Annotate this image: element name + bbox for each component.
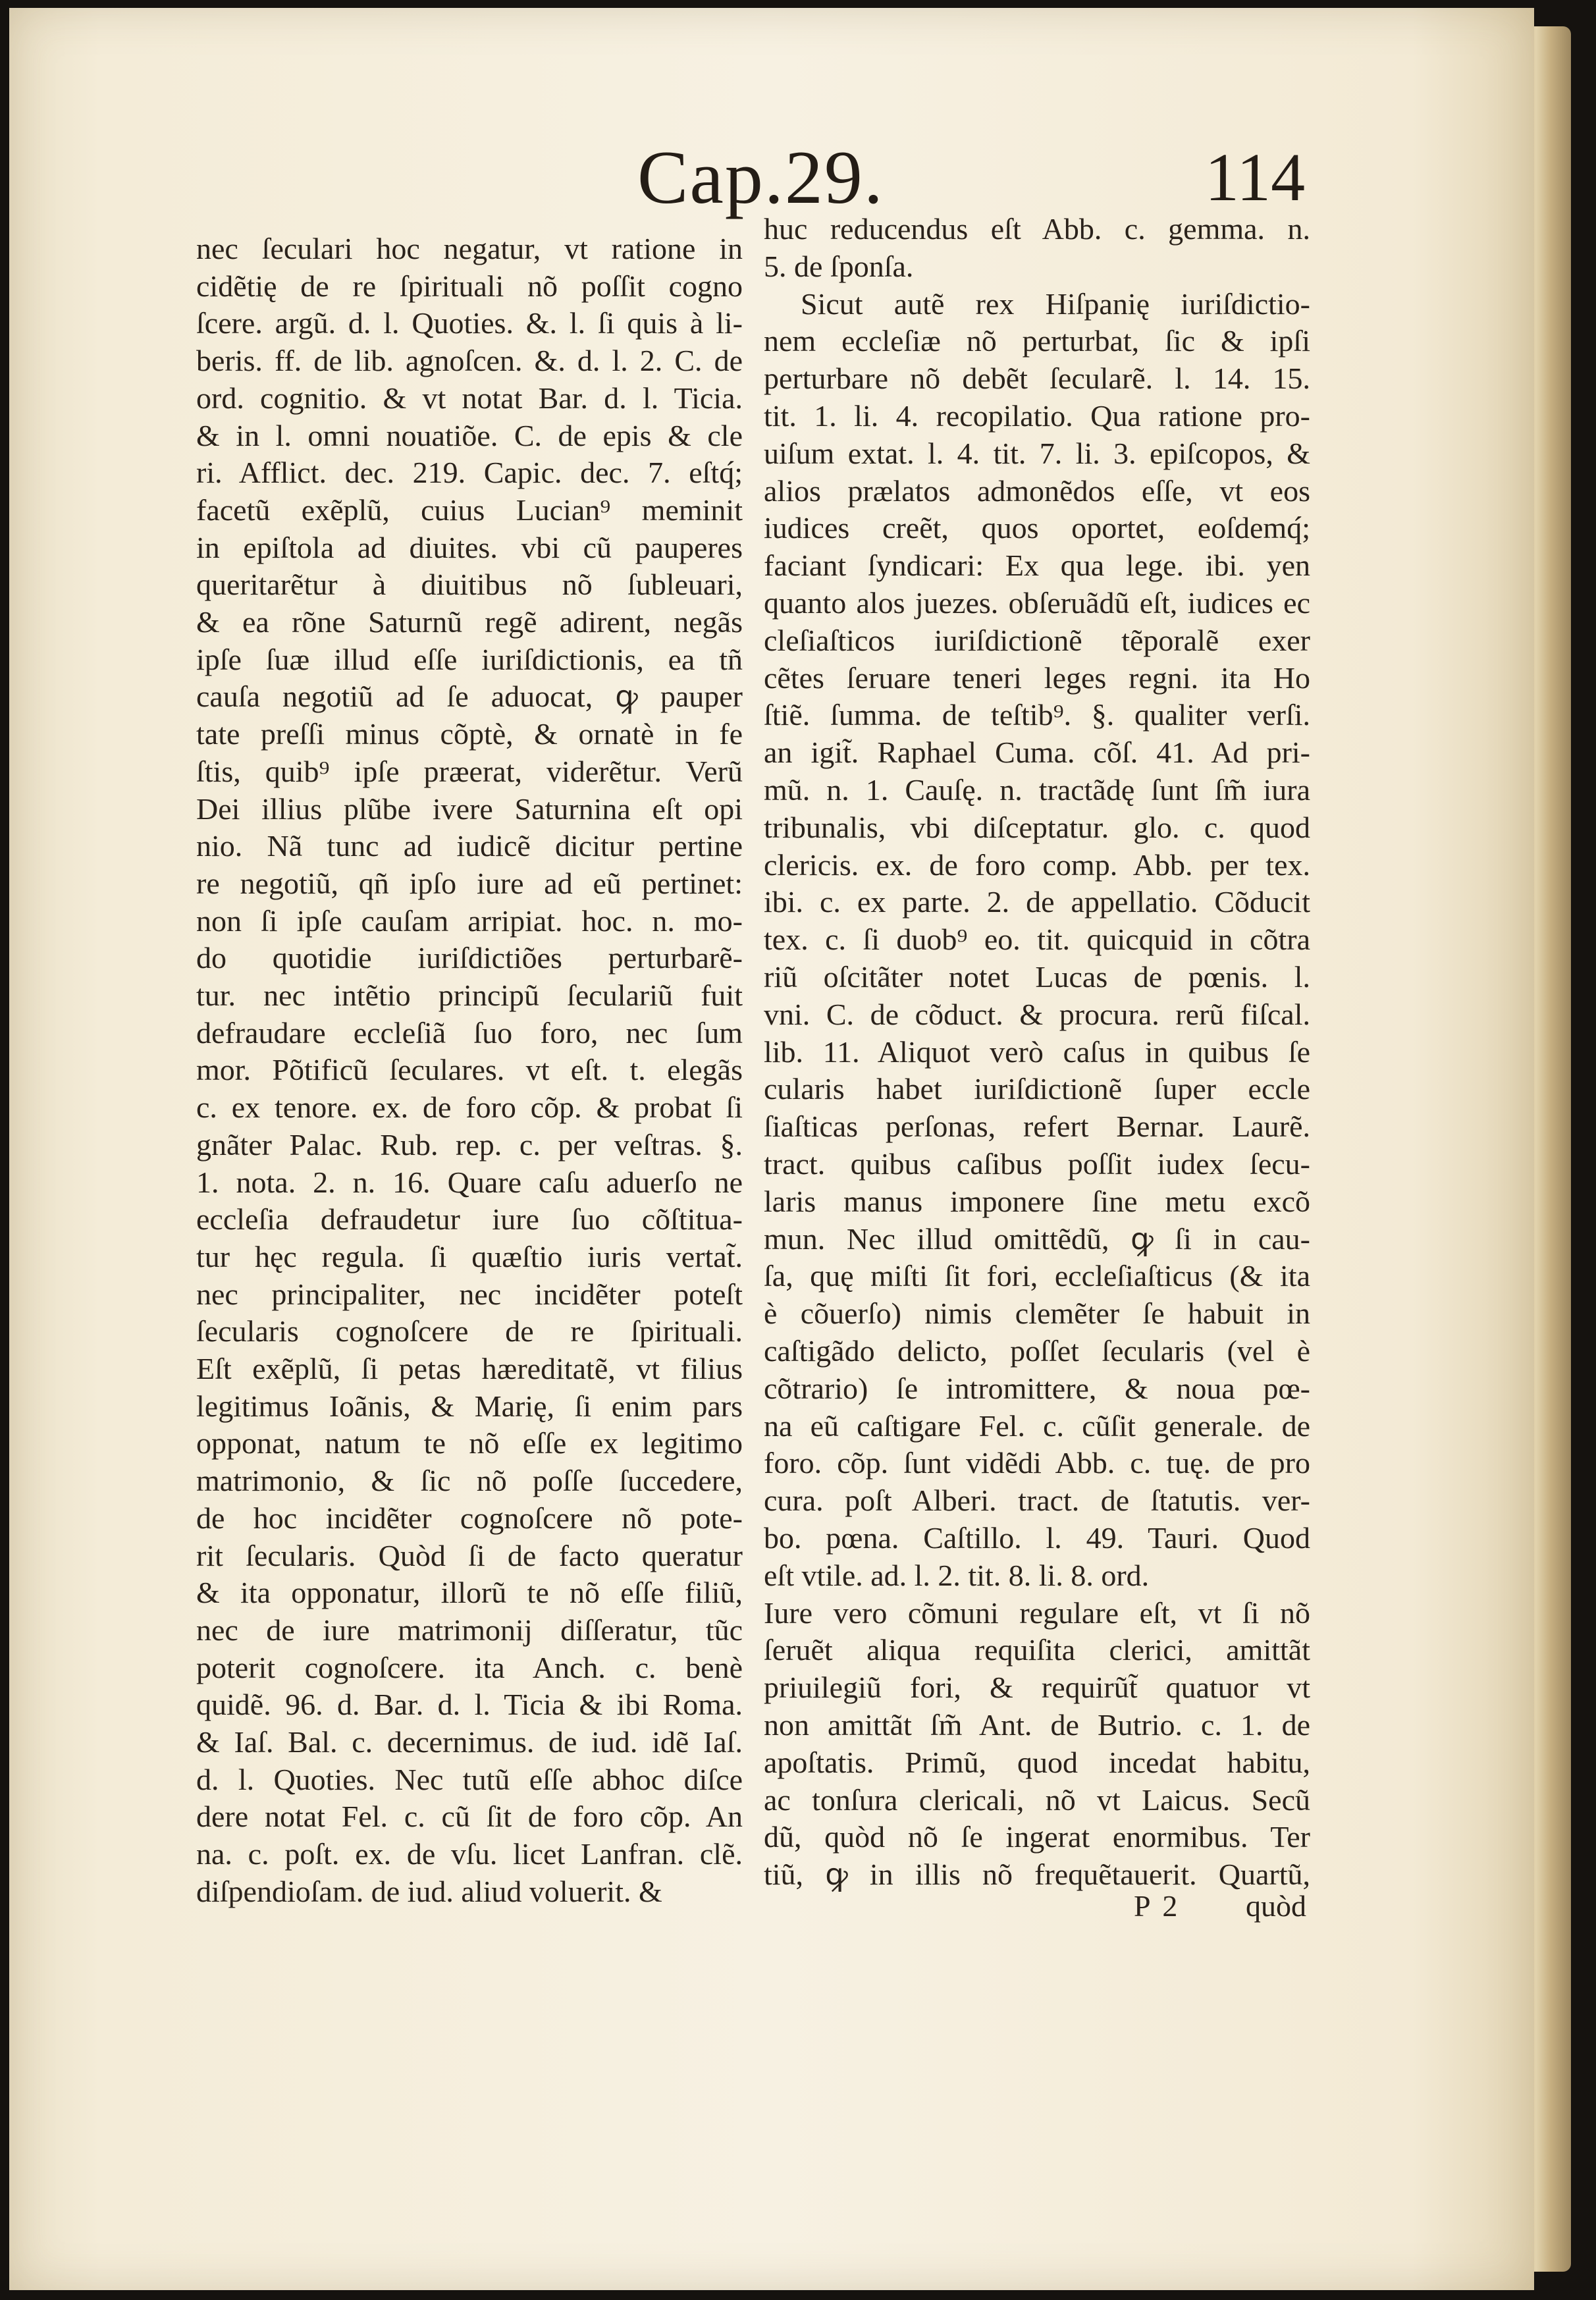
text-line: Eſt exẽplũ, ſi petas hæreditatẽ, vt filius [196,1352,743,1385]
text-line: cõtrario) ſe intromittere, & noua pœ- [764,1371,1310,1405]
text-line: non amittãt ſm̃ Ant. de Butrio. c. 1. de [764,1708,1310,1742]
text-line: tate preſſi minus cõptè, & ornatè in fe [196,717,743,751]
text-line: cura. poſt Alberi. tract. de ſtatutis. ver- [764,1484,1310,1518]
text-line: tur. nec intẽtio principũ ſeculariũ fuit [196,978,743,1012]
text-line: re negotiũ, qñ ipſo iure ad eũ pertinet: [196,866,743,900]
text-line: huc reducendus eſt Abb. c. gemma. n. [764,212,1310,246]
text-line: Dei illius plũbe ivere Saturnina eſt opi [196,791,743,826]
text-line: cularis habet iuriſdictionẽ ſuper eccle [764,1072,1310,1106]
text-line: foro. cõp. ſunt vidẽdi Abb. c. tuę. de pro [764,1446,1310,1480]
text-line: uiſum extat. l. 4. tit. 7. li. 3. epiſcopos, & [764,436,1310,470]
text-line: Iure vero cõmuni regulare eſt, vt ſi nõ [764,1595,1310,1630]
text-line: eſt vtile. ad. l. 2. tit. 8. li. 8. ord. [764,1558,1150,1592]
text-line: ord. cognitio. & vt notat Bar. d. l. Ticia. [196,381,743,415]
text-line: tit. 1. li. 4. recopilatio. Qua ratione pro- [764,399,1310,433]
text-line: caſtigãdo delicto, poſſet ſecularis (vel è [764,1334,1310,1368]
text-line: do quotidie iuriſdictiões perturbarẽ- [196,941,743,975]
text-line: tiũ, ꝙ in illis nõ frequẽtauerit. Quartũ, [764,1858,1310,1892]
text-line: defraudare eccleſiã ſuo foro, nec ſum [196,1015,743,1050]
text-line: nem eccleſiæ nõ perturbat, ſic & ipſi [764,324,1310,358]
text-line: poterit cognoſcere. ita Anch. c. benè [196,1650,743,1684]
text-line: gnãter Palac. Rub. rep. c. per veſtras. §. [196,1127,743,1162]
text-line: cauſa negotiũ ad ſe aduocat, ꝙ pauper [196,680,743,714]
text-line: cidẽtię de re ſpirituali nõ poſſit cogno [196,269,743,303]
text-line: faciant ſyndicari: Ex qua lege. ibi. yen [764,548,1310,583]
text-line: Sicut autẽ rex Hiſpanię iuriſdictio- [801,286,1310,321]
text-line: ibi. c. ex parte. 2. de appellatio. Cõducit [764,885,1310,919]
text-line: bo. pœna. Caſtillo. l. 49. Tauri. Quod [764,1521,1310,1555]
text-line: & in l. omni nouatiõe. C. de epis & cle [196,418,743,452]
text-line: queritarẽtur à diuitibus nõ ſubleuari, [196,568,743,602]
text-line: na eũ caſtigare Fel. c. cũſit generale. de [764,1408,1310,1443]
text-line: nec ſeculari hoc negatur, vt ratione in [196,232,743,265]
text-line: ſtiẽ. ſumma. de teſtib⁹. §. qualiter verſi. [764,698,1310,732]
text-line: iudices creẽt, quos oportet, eoſdemq́; [764,511,1310,545]
text-line: apoſtatis. Primũ, quod incedat habitu, [764,1745,1310,1779]
text-line: matrimonio, & ſic nõ poſſe ſuccedere, [196,1464,743,1498]
text-line: an igit̃. Raphael Cuma. cõſ. 41. Ad pri- [764,735,1310,770]
text-line: 5. de ſponſa. [764,249,914,283]
text-line: dere notat Fel. c. cũ ſit de foro cõp. An [196,1800,743,1834]
text-line: ſeruẽt aliqua requiſita clerici, amittãt [764,1633,1310,1667]
text-line: c. ex tenore. ex. de foro cõp. & probat ſi [196,1090,743,1125]
text-line: nio. Nã tunc ad iudicẽ dicitur pertine [196,829,743,863]
text-line: ri. Afflict. dec. 219. Capic. dec. 7. eſtq́; [196,456,743,490]
text-line: 1. nota. 2. n. 16. Quare caſu aduerſo ne [196,1165,743,1199]
text-line: beris. ff. de lib. agnoſcen. &. d. l. 2. C. de [196,344,743,378]
text-line: vni. C. de cõduct. & procura. rerũ fiſcal. [764,997,1310,1031]
text-line: ſcere. argũ. d. l. Quoties. &. l. ſi quis à li- [196,306,743,340]
text-line: & ea rõne Saturnũ regẽ adirent, negãs [196,605,743,639]
text-line: ſecularis cognoſcere de re ſpirituali. [196,1314,743,1349]
text-line: na. c. poſt. ex. de vſu. licet Lanfran. clẽ. [196,1837,743,1871]
text-line: cleſiaſticos iuriſdictionẽ tẽporalẽ exer [764,623,1310,657]
text-line: non ſi ipſe cauſam arripiat. hoc. n. mo- [196,903,743,938]
text-line: de hoc incidẽter cognoſcere nõ pote- [196,1501,743,1535]
text-line: tract. quibus caſibus poſſit iudex ſecu- [764,1147,1310,1181]
text-line: ſa, quę miſti ſit fori, eccleſiaſticus (& ita [764,1259,1310,1293]
text-line: nec principaliter, nec incidẽter poteſt [196,1277,743,1311]
text-line: tur hęc regula. ſi quæſtio iuris vertat̃. [196,1239,743,1273]
text-line: cẽtes ſeruare teneri leges regni. ita Ho [764,660,1310,695]
text-line: dũ, quòd nõ ſe ingerat enormibus. Ter [764,1820,1310,1854]
text-line: opponat, natum te nõ eſſe ex legitimo [196,1426,743,1460]
text-line: ipſe ſuæ illud eſſe iuriſdictionis, ea tñ [196,642,743,676]
text-line: & Iaſ. Bal. c. decernimus. de iud. idẽ Iaſ. [196,1725,743,1759]
signature-mark: P 2 [1134,1889,1181,1923]
text-line: quanto alos juezes. obſeruãdũ eſt, iudices ec [764,586,1310,620]
catchword: quòd [1246,1889,1306,1923]
text-line: quidẽ. 96. d. Bar. d. l. Ticia & ibi Roma. [196,1688,743,1722]
text-line: eccleſia defraudetur iure ſuo cõſtitua- [196,1202,743,1237]
text-line: nec de iure matrimonij diſſeratur, tũc [196,1613,743,1647]
text-line: mun. Nec illud omittẽdũ, ꝙ ſi in cau- [764,1221,1310,1256]
text-line: alios prælatos admonẽdos eſſe, vt eos [764,473,1310,508]
text-line: laris manus imponere ſine metu excõ [764,1184,1310,1218]
text-line: facetũ exẽplũ, cuius Lucian⁹ meminit [196,493,743,527]
text-line: tex. c. ſi duob⁹ eo. tit. quicquid in cõtra [764,923,1310,957]
text-line: diſpendioſam. de iud. aliud voluerit. & [196,1874,662,1908]
text-line: tribunalis, vbi diſceptatur. glo. c. quod [764,810,1310,844]
text-line: d. l. Quoties. Nec tutũ eſſe abhoc diſce [196,1762,743,1796]
page-number: 114 [1205,140,1306,215]
text-line: rit ſecularis. Quòd ſi de facto queratur [196,1538,743,1572]
text-line: priuilegiũ fori, & requirũt̃ quatuor vt [764,1671,1310,1705]
text-line: perturbare nõ debẽt ſecularẽ. l. 14. 15. [764,361,1310,396]
text-line: legitimus Ioãnis, & Marię, ſi enim pars [196,1389,743,1423]
text-line: ac tonſura clericali, nõ vt Laicus. Secũ [764,1782,1310,1817]
text-line: ſiaſticas perſonas, refert Bernar. Laurẽ. [764,1110,1310,1144]
text-line: mũ. n. 1. Cauſę. n. tractãdę ſunt ſm̃ iura [764,773,1310,807]
text-line: & ita opponatur, illorũ te nõ eſſe filiũ, [196,1576,743,1610]
text-line: ſtis, quib⁹ ipſe præerat, viderẽtur. Verũ [196,754,743,788]
text-line: mor. Põtificũ ſeculares. vt eſt. t. elegãs [196,1053,743,1087]
text-line: riũ oſcitãter notet Lucas de pœnis. l. [764,960,1310,994]
chapter-heading: Cap.29. [637,136,884,220]
text-line: è cõuerſo) nimis clemẽter ſe habuit in [764,1297,1310,1331]
text-line: in epiſtola ad diuites. vbi cũ pauperes [196,530,743,564]
text-line: lib. 11. Aliquot verò caſus in quibus ſe [764,1034,1310,1069]
text-line: clericis. ex. de foro comp. Abb. per tex. [764,847,1310,882]
